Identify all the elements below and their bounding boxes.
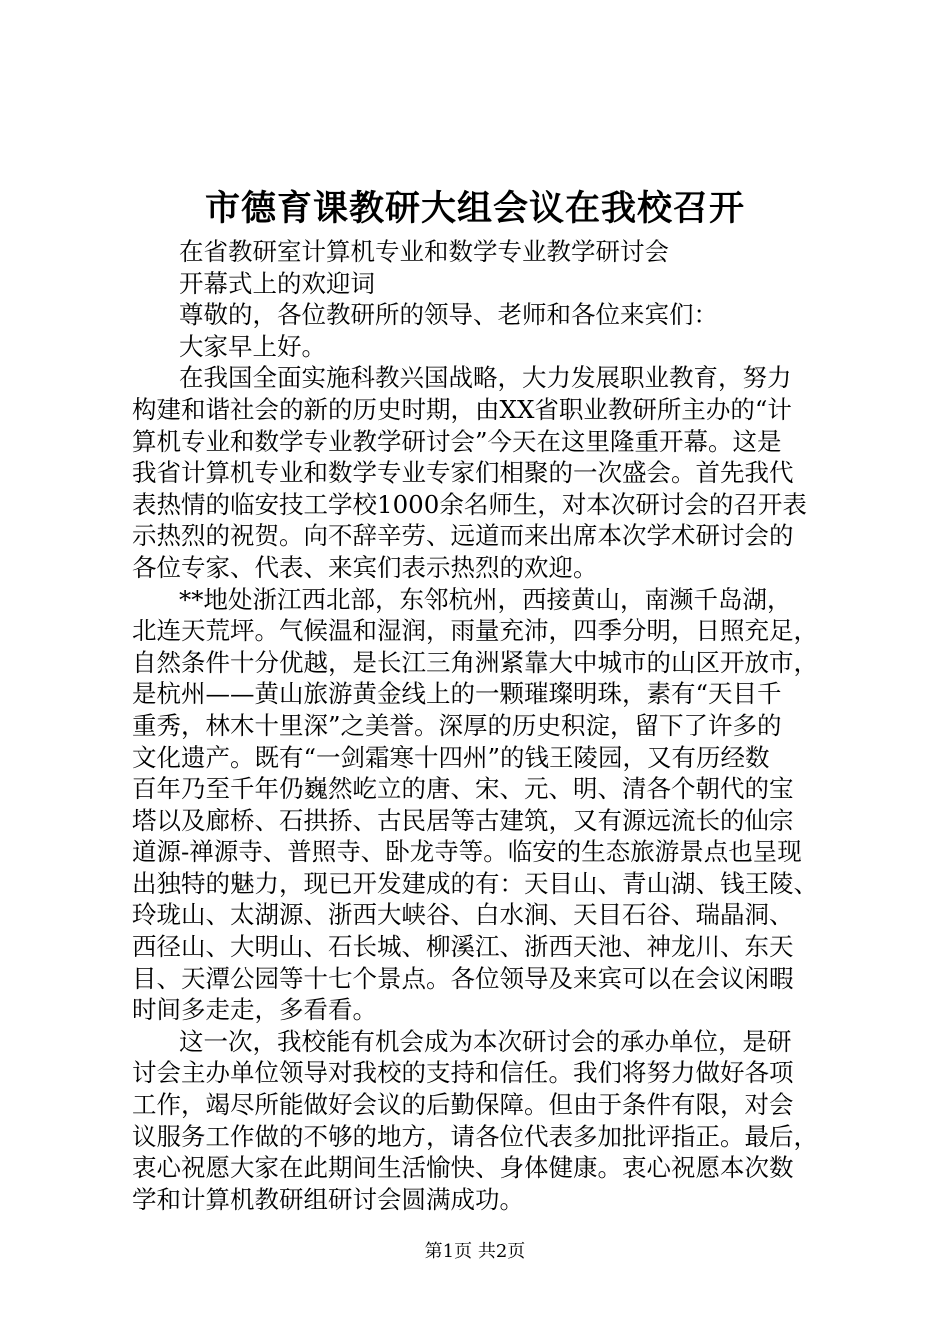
document-title: 市德育课教研大组会议在我校召开 [204, 188, 745, 229]
page-footer: 第1页 共2页 [424, 1241, 526, 1262]
text-line: 开幕式上的欢迎词 [179, 268, 375, 298]
text-line: 表热情的临安技工学校1000余名师生，对本次研讨会的召开表 [132, 489, 807, 519]
text-line: 在省教研室计算机专业和数学专业教学研讨会 [179, 237, 669, 266]
text-line: 算机专业和数学专业教学研讨会”今天在这里隆重开幕。这是 [132, 426, 782, 456]
text-line: 我省计算机专业和数学专业专家们相聚的一次盛会。首先我代 [132, 458, 794, 488]
text-line: 尊敬的，各位教研所的领导、老师和各位来宾们： [179, 300, 718, 330]
text-line: 西径山、大明山、石长城、柳溪江、浙西天池、神龙川、东天 [132, 932, 794, 962]
text-line: 时间多走走，多看看。 [132, 995, 377, 1025]
text-line: 塔以及廊桥、石拱挢、古民居等古建筑，又有源远流长的仙宗 [132, 805, 794, 835]
text-line: 目、天潭公园等十七个景点。各位领导及来宾可以在会议闲暇 [132, 963, 794, 993]
text-line: 道源-禅源寺、普照寺、卧龙寺等。临安的生态旅游景点也呈现 [132, 837, 802, 867]
text-line: 工作，竭尽所能做好会议的后勤保障。但由于条件有限，对会 [132, 1090, 794, 1120]
text-line: 学和计算机教研组研讨会圆满成功。 [132, 1184, 524, 1214]
text-line: 百年乃至千年仍巍然屹立的唐、宋、元、明、清各个朝代的宝 [132, 774, 794, 804]
text-line: 北连天荒坪。气候温和湿润，雨量充沛，四季分明，日照充足， [132, 616, 818, 646]
text-line: 玲珑山、太湖源、浙西大峡谷、白水涧、天目石谷、瑞晶洞、 [132, 900, 794, 930]
text-line: 重秀，林木十里深”之美誉。深厚的历史积淀，留下了许多的 [132, 710, 782, 740]
text-line: 大家早上好。 [179, 331, 326, 361]
text-line: 示热烈的祝贺。向不辞辛劳、远道而来出席本次学术研讨会的 [132, 521, 794, 551]
text-line: 出独特的魅力，现已开发建成的有：天目山、青山湖、钱王陵、 [132, 868, 818, 898]
text-line: 讨会主办单位领导对我校的支持和信任。我们将努力做好各项 [132, 1058, 794, 1088]
text-line: 是杭州——黄山旅游黄金线上的一颗璀璨明珠，素有“天目千 [132, 679, 782, 709]
text-line: 这一次，我校能有机会成为本次研讨会的承办单位，是研 [179, 1026, 792, 1056]
text-line: **地处浙江西北部，东邻杭州，西接黄山，南濒千岛湖， [179, 584, 792, 614]
text-line: 各位专家、代表、来宾们表示热烈的欢迎。 [132, 552, 598, 582]
text-line: 自然条件十分优越，是长江三角洲紧靠大中城市的山区开放市， [132, 647, 818, 677]
document-body [132, 236, 832, 1215]
text-line: 在我国全面实施科教兴国战略，大力发展职业教育，努力 [179, 363, 792, 393]
text-line: 衷心祝愿大家在此期间生活愉快、身体健康。衷心祝愿本次数 [132, 1153, 794, 1183]
text-line: 议服务工作做的不够的地方，请各位代表多加批评指正。最后， [132, 1121, 818, 1151]
text-line: 构建和谐社会的新的历史时期，由XX省职业教研所主办的“计 [132, 394, 792, 424]
text-line: 文化遗产。既有“一剑霜寒十四州”的钱王陵园，又有历经数 [132, 742, 770, 772]
